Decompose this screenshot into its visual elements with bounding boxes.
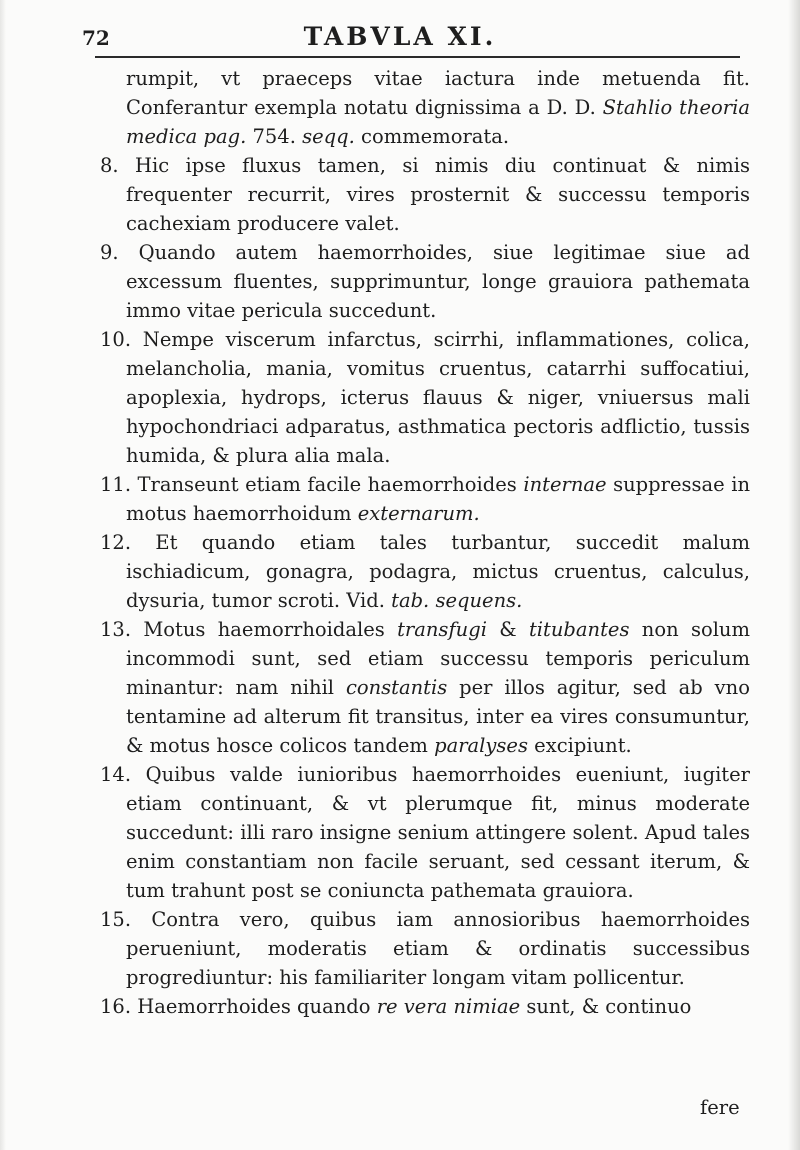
paragraph-number: 10. xyxy=(100,328,132,351)
italic-text: re vera nimiae xyxy=(376,995,521,1018)
italic-text: tab. sequens. xyxy=(391,589,523,612)
numbered-paragraph xyxy=(100,325,750,470)
numbered-paragraph xyxy=(100,238,750,325)
text-segment: non solum incommodi sunt, sed etiam successu temporis periculum minantur: nam nihil xyxy=(126,618,750,699)
running-title: TABVLA XI. xyxy=(303,22,497,51)
numbered-paragraph xyxy=(100,615,750,760)
text-segment: & xyxy=(486,618,529,641)
page-left-edge xyxy=(0,0,6,1150)
text-segment: Contra vero, quibus iam annosioribus haemorrhoides perueniunt, moderatis etiam & ordinatis successibus progrediuntur: his familiariter longam vitam pollicentur. xyxy=(126,908,750,989)
text-segment: Quibus valde iunioribus haemorrhoides eueniunt, iugiter etiam continuant, & vt plerumque fit, minus moderate succedunt: illi raro insigne senium attingere solent. Apud tales enim constantiam non facile seruant, sed cessant iterum, & tum trahunt post se coniuncta pathemata grauiora. xyxy=(126,763,750,902)
text-segment: commemorata. xyxy=(354,125,510,148)
paragraph-number: 9. xyxy=(100,241,119,264)
page-header xyxy=(0,0,800,60)
text-segment: Haemorrhoides quando xyxy=(137,995,377,1018)
italic-text: Stahlio theoria medica pag. xyxy=(126,96,750,148)
numbered-paragraph xyxy=(100,470,750,528)
catchword: fere xyxy=(700,1096,740,1119)
text-segment: Hic ipse fluxus tamen, si nimis diu continuat & nimis frequenter recurrit, vires prosternit & successu temporis cachexiam producere valet. xyxy=(126,154,751,235)
numbered-paragraph xyxy=(100,905,750,992)
italic-text: titubantes xyxy=(528,618,630,641)
text-segment: Motus haemorrhoidales xyxy=(143,618,398,641)
text-segment: per illos agitur, sed ab vno tentamine ad alterum fit transitus, inter ea vires consumuntur, & motus hosce colicos tandem xyxy=(126,676,750,757)
page-right-edge xyxy=(788,0,800,1150)
italic-text: seqq. xyxy=(302,125,355,148)
numbered-paragraph xyxy=(100,760,750,905)
text-segment: excipiunt. xyxy=(527,734,632,757)
paragraph-number: 13. xyxy=(100,618,132,641)
italic-text: transfugi xyxy=(397,618,487,641)
text-segment: 754. xyxy=(246,125,303,148)
paragraph-continuation xyxy=(100,64,750,151)
italic-text: internae xyxy=(523,473,607,496)
paragraph-number: 12. xyxy=(100,531,132,554)
italic-text: constantis xyxy=(345,676,448,699)
text-segment: Et quando etiam tales turbantur, succedit malum ischiadicum, gonagra, podagra, mictus cruentus, calculus, dysuria, tumor scroti. Vid. xyxy=(126,531,751,612)
paragraph-number: 15. xyxy=(100,908,132,931)
italic-text: paralyses xyxy=(434,734,528,757)
body-text xyxy=(100,64,750,1021)
paragraph-number: 11. xyxy=(100,473,132,496)
paragraph-number: 16. xyxy=(100,995,132,1018)
text-segment: Transeunt etiam facile haemorrhoides xyxy=(137,473,524,496)
text-segment: Nempe viscerum infarctus, scirrhi, inflammationes, colica, melancholia, mania, vomitus cruentus, catarrhi suffocatiui, apoplexia, hydrops, icterus flauus & niger, vniuersus mali hypochondriaci adparatus, asthmatica pectoris adflictio, tussis humida, & plura alia mala. xyxy=(126,328,751,467)
text-segment: suppressae in motus haemorrhoidum xyxy=(126,473,751,525)
numbered-paragraph xyxy=(100,528,750,615)
italic-text: externarum. xyxy=(357,502,480,525)
header-rule xyxy=(95,56,740,58)
paragraph-number: 14. xyxy=(100,763,132,786)
text-segment: sunt, & continuo xyxy=(520,995,692,1018)
numbered-paragraph xyxy=(100,992,750,1021)
text-segment: Quando autem haemorrhoides, siue legitimae siue ad excessum fluentes, supprimuntur, longe grauiora pathemata immo vitae pericula succedunt. xyxy=(126,241,750,322)
paragraph-number: 8. xyxy=(100,154,119,177)
text-segment: rumpit, vt praeceps vitae iactura inde metuenda fit. Conferantur exempla notatu dignissima a D. D. xyxy=(126,67,750,119)
numbered-paragraph xyxy=(100,151,750,238)
page-number: 72 xyxy=(82,26,110,50)
